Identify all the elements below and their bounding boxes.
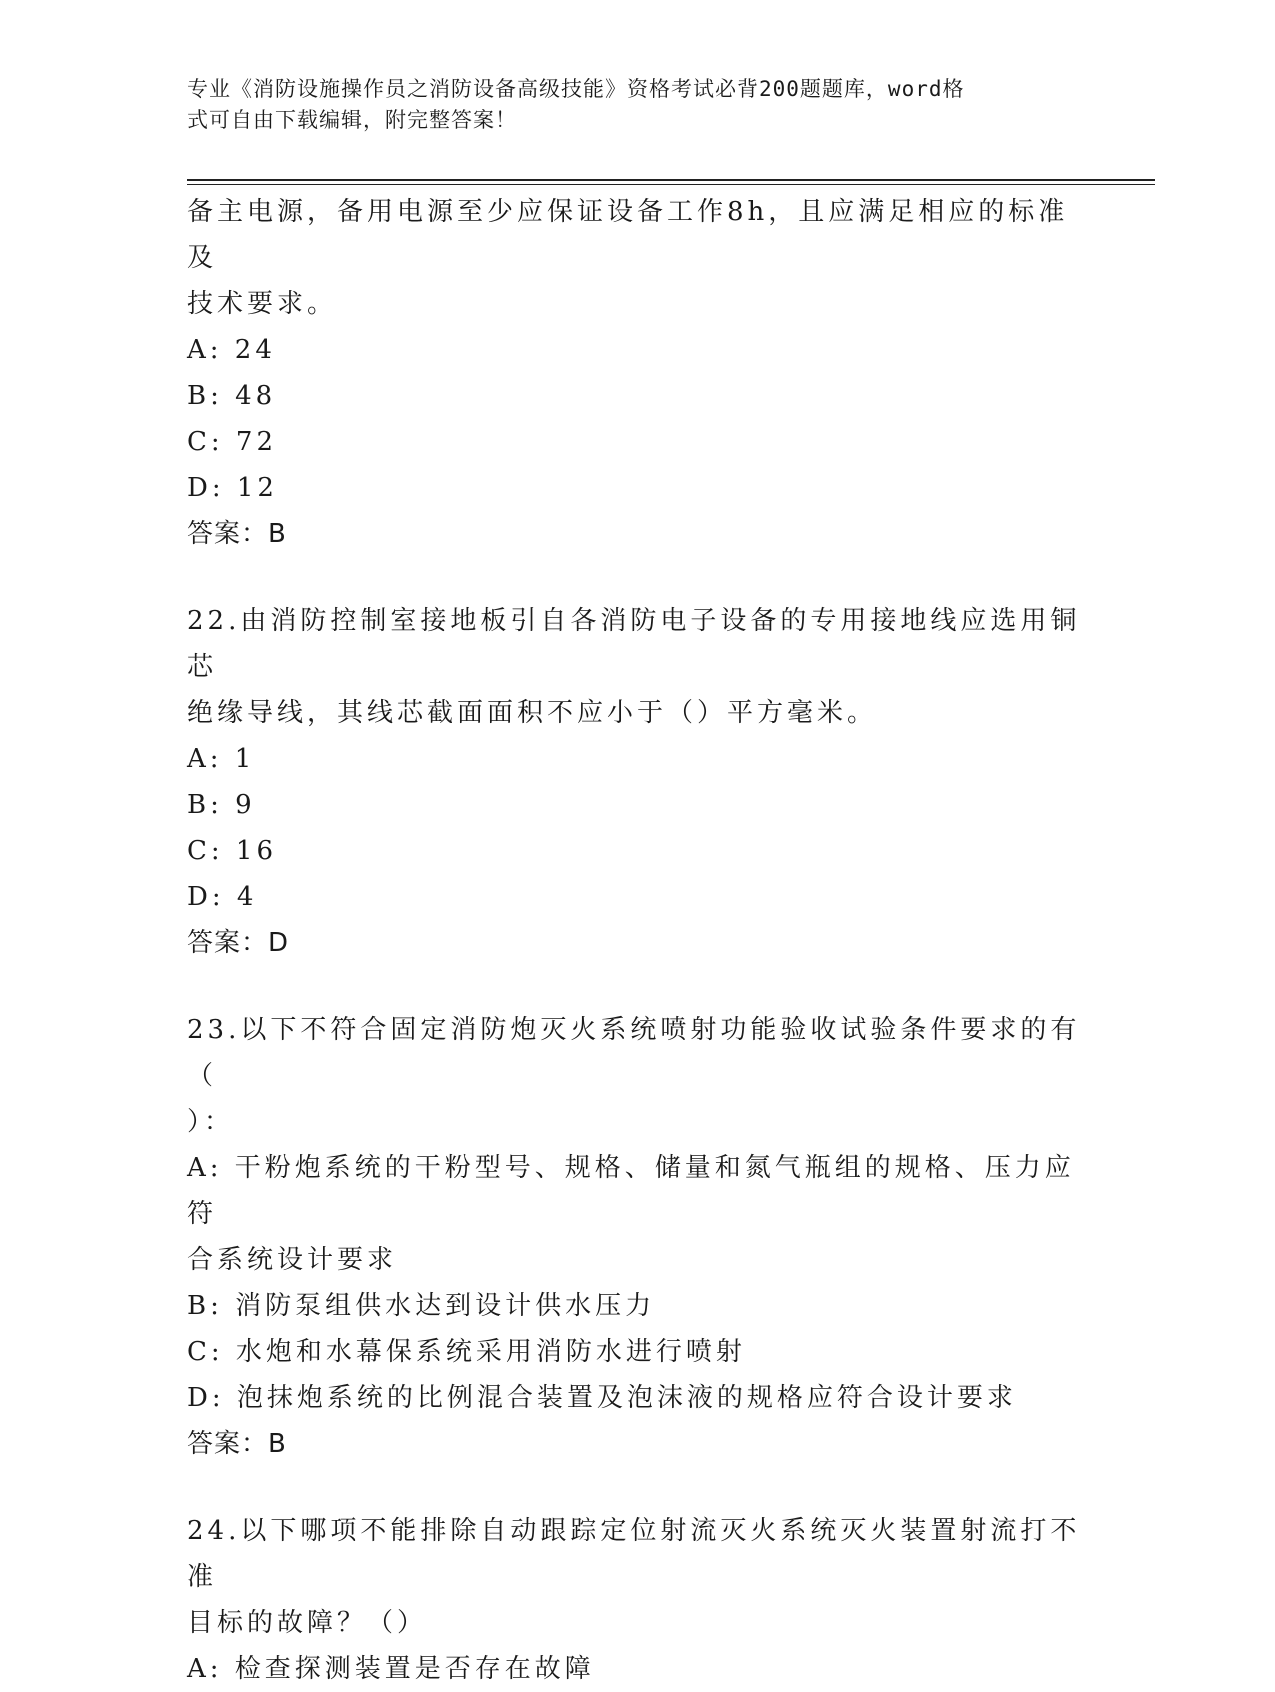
option-b: B: 消防泵组供水达到设计供水压力 bbox=[187, 1291, 656, 1321]
question-text-line: 24.以下哪项不能排除自动跟踪定位射流灭火系统灭火装置射流打不准 bbox=[187, 1516, 1081, 1592]
header-divider-thick bbox=[187, 179, 1155, 181]
question-22 bbox=[187, 598, 1087, 966]
option-b: B: 48 bbox=[187, 381, 277, 411]
option-a: A: 检查探测装置是否存在故障 bbox=[187, 1654, 595, 1684]
question-21-continued bbox=[187, 189, 1087, 557]
option-d: D: 12 bbox=[187, 473, 278, 503]
answer-line: 答案：B bbox=[187, 519, 287, 549]
option-c: C: 72 bbox=[187, 427, 278, 457]
question-text-line: 绝缘导线，其线芯截面面积不应小于（）平方毫米。 bbox=[187, 698, 878, 728]
question-24 bbox=[187, 1508, 1087, 1692]
header-line-1: 专业《消防设施操作员之消防设备高级技能》资格考试必背200题题库，word格 bbox=[187, 77, 965, 101]
option-a: A: 1 bbox=[187, 744, 256, 774]
option-a-continued: 合系统设计要求 bbox=[187, 1245, 398, 1275]
option-b: B: 9 bbox=[187, 790, 256, 820]
answer-line: 答案：D bbox=[187, 928, 290, 958]
option-a: A: 干粉炮系统的干粉型号、规格、储量和氮气瓶组的规格、压力应符 bbox=[187, 1153, 1075, 1229]
option-d: D: 4 bbox=[187, 882, 258, 912]
option-d: D: 泡抹炮系统的比例混合装置及泡沫液的规格应符合设计要求 bbox=[187, 1383, 1017, 1413]
question-text-line: 22.由消防控制室接地板引自各消防电子设备的专用接地线应选用铜芯 bbox=[187, 606, 1081, 682]
document-header bbox=[187, 74, 1087, 136]
answer-line: 答案：B bbox=[187, 1429, 287, 1459]
question-text-line: 备主电源，备用电源至少应保证设备工作8h，且应满足相应的标准及 bbox=[187, 197, 1069, 273]
option-c: C: 16 bbox=[187, 836, 278, 866]
question-text-line: 23.以下不符合固定消防炮灭火系统喷射功能验收试验条件要求的有（ bbox=[187, 1015, 1081, 1091]
question-text-line: 技术要求。 bbox=[187, 289, 338, 319]
header-line-2: 式可自由下载编辑，附完整答案！ bbox=[187, 108, 517, 132]
document-body bbox=[187, 189, 1087, 1692]
question-text-line: 目标的故障？（） bbox=[187, 1608, 428, 1638]
option-c: C: 水炮和水幕保系统采用消防水进行喷射 bbox=[187, 1337, 746, 1367]
header-divider-thin bbox=[187, 184, 1155, 185]
question-23 bbox=[187, 1007, 1087, 1467]
question-text-line: ）： bbox=[187, 1107, 235, 1137]
option-a: A: 24 bbox=[187, 335, 276, 365]
